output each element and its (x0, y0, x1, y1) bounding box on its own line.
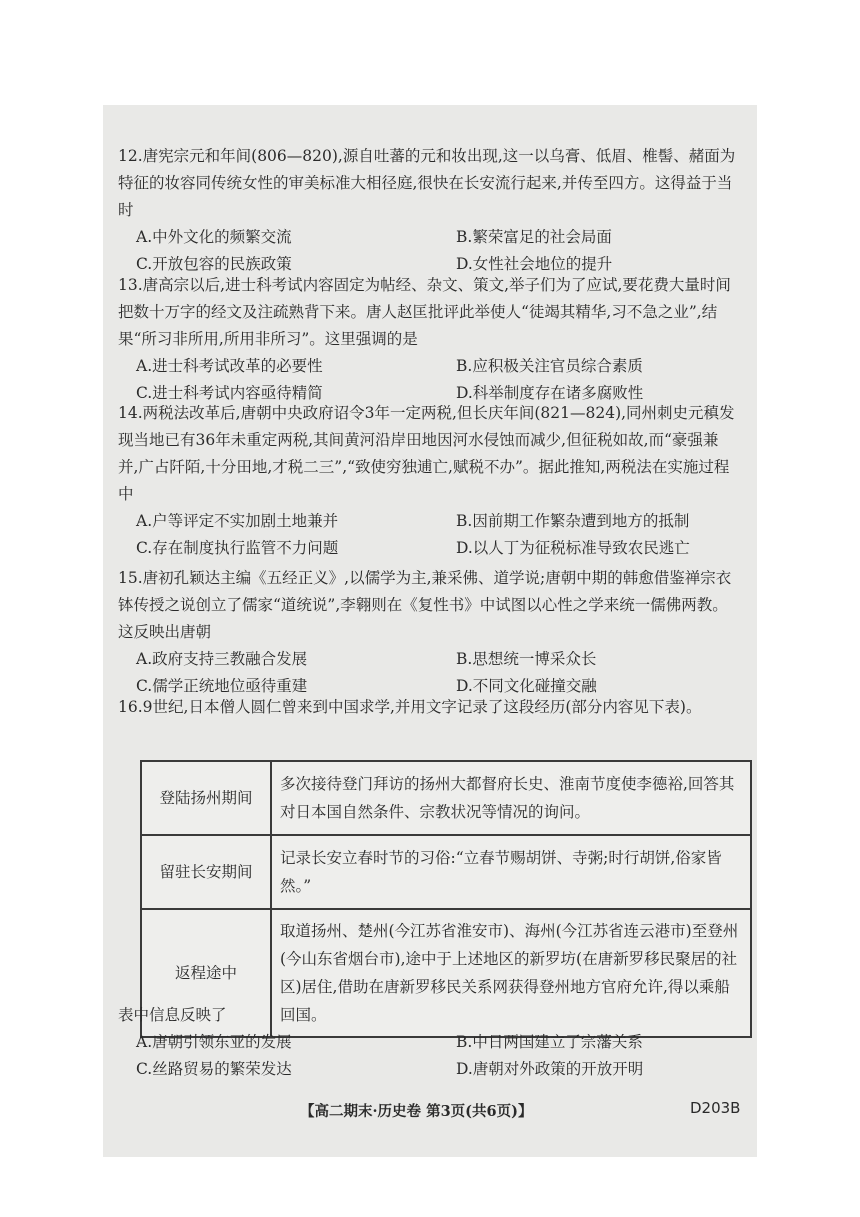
option-a: A.进士科考试改革的必要性 (136, 357, 323, 375)
table-row (141, 835, 751, 909)
option-d: D.科举制度存在诸多腐败性 (456, 384, 644, 402)
question-16-options (118, 1002, 738, 1083)
question-stem: 16.9世纪,日本僧人圆仁曾来到中国求学,并用文字记录了这段经历(部分内容见下表)。 (118, 698, 702, 716)
option-a: A.政府支持三教融合发展 (136, 650, 308, 668)
row-label: 登陆扬州期间 (141, 761, 271, 835)
option-c: C.儒学正统地位亟待重建 (136, 677, 308, 695)
option-b: B.应积极关注官员综合素质 (456, 357, 643, 375)
option-b: B.因前期工作繁杂遭到地方的抵制 (456, 512, 690, 530)
row-content: 多次接待登门拜访的扬州大都督府长史、淮南节度使李德裕,回答其对日本国自然条件、宗教状况等情况的询问。 (271, 761, 751, 835)
option-d: D.女性社会地位的提升 (456, 255, 613, 273)
option-c: C.开放包容的民族政策 (136, 255, 292, 273)
options (118, 508, 738, 562)
option-a: A.中外文化的频繁交流 (136, 228, 292, 246)
option-c: C.丝路贸易的繁荣发达 (136, 1060, 292, 1078)
question-stem: 表中信息反映了 (118, 1006, 227, 1024)
info-table (140, 760, 752, 1038)
options (118, 646, 738, 700)
option-b: B.繁荣富足的社会局面 (456, 228, 612, 246)
option-d: D.唐朝对外政策的开放开明 (456, 1060, 644, 1078)
question-stem: 15.唐初孔颖达主编《五经正义》,以儒学为主,兼采佛、道学说;唐朝中期的韩愈借鉴禅宗衣钵传授之说创立了儒家“道统说”,李翱则在《复性书》中试图以心性之学来统一儒佛两教。这反映出唐朝 (118, 569, 732, 641)
question-12 (118, 143, 738, 278)
options (118, 353, 738, 407)
question-15 (118, 565, 738, 700)
option-a: A.户等评定不实加剧土地兼并 (136, 512, 339, 530)
paper-code: D203B (690, 1099, 741, 1117)
row-content: 记录长安立春时节的习俗:“立春节赐胡饼、寺粥;时行胡饼,俗家皆然。” (271, 835, 751, 909)
option-c: C.进士科考试内容亟待精简 (136, 384, 323, 402)
option-b: B.中日两国建立了宗藩关系 (456, 1033, 643, 1051)
options (118, 224, 738, 278)
question-stem: 12.唐宪宗元和年间(806—820),源自吐蕃的元和妆出现,这一以乌膏、低眉、椎髻、赭面为特征的妆容同传统女性的审美标准大相径庭,很快在长安流行起来,并传至四方。这得益于当时 (118, 147, 736, 219)
option-d: D.不同文化碰撞交融 (456, 677, 597, 695)
option-c: C.存在制度执行监管不力问题 (136, 539, 339, 557)
question-stem: 14.两税法改革后,唐朝中央政府诏令3年一定两税,但长庆年间(821—824),同州刺史元稹发现当地已有36年未重定两税,其间黄河沿岸田地因河水侵蚀而减少,但征税如故,而“豪强兼并,广占阡陌,十分田地,才税二三”,“致使穷独逋亡,赋税不办”。据此推知,两税法在实施过程中 (118, 404, 735, 503)
option-d: D.以人丁为征税标准导致农民逃亡 (456, 539, 690, 557)
row-content: 取道扬州、楚州(今江苏省淮安市)、海州(今江苏省连云港市)至登州(今山东省烟台市),途中于上述地区的新罗坊(在唐新罗移民聚居的社区)居住,借助在唐新罗移民关系网获得登州地方官府允许,得以乘船回国。 (271, 909, 751, 1037)
question-13 (118, 272, 738, 407)
page-footer: 【高二期末·历史卷 第3页(共6页)】 (300, 1103, 533, 1120)
question-16 (118, 694, 738, 721)
option-b: B.思想统一博采众长 (456, 650, 597, 668)
option-a: A.唐朝引领东亚的发展 (136, 1033, 292, 1051)
table-row (141, 761, 751, 835)
options (118, 1029, 738, 1083)
question-14 (118, 400, 738, 562)
row-label: 返程途中 (141, 909, 271, 1037)
question-stem: 13.唐高宗以后,进士科考试内容固定为帖经、杂文、策文,举子们为了应试,要花费大量时间把数十万字的经文及注疏熟背下来。唐人赵匡批评此举使人“徒竭其精华,习不急之业”,结果“所习非所用,所用非所习”。这里强调的是 (118, 276, 731, 348)
row-label: 留驻长安期间 (141, 835, 271, 909)
